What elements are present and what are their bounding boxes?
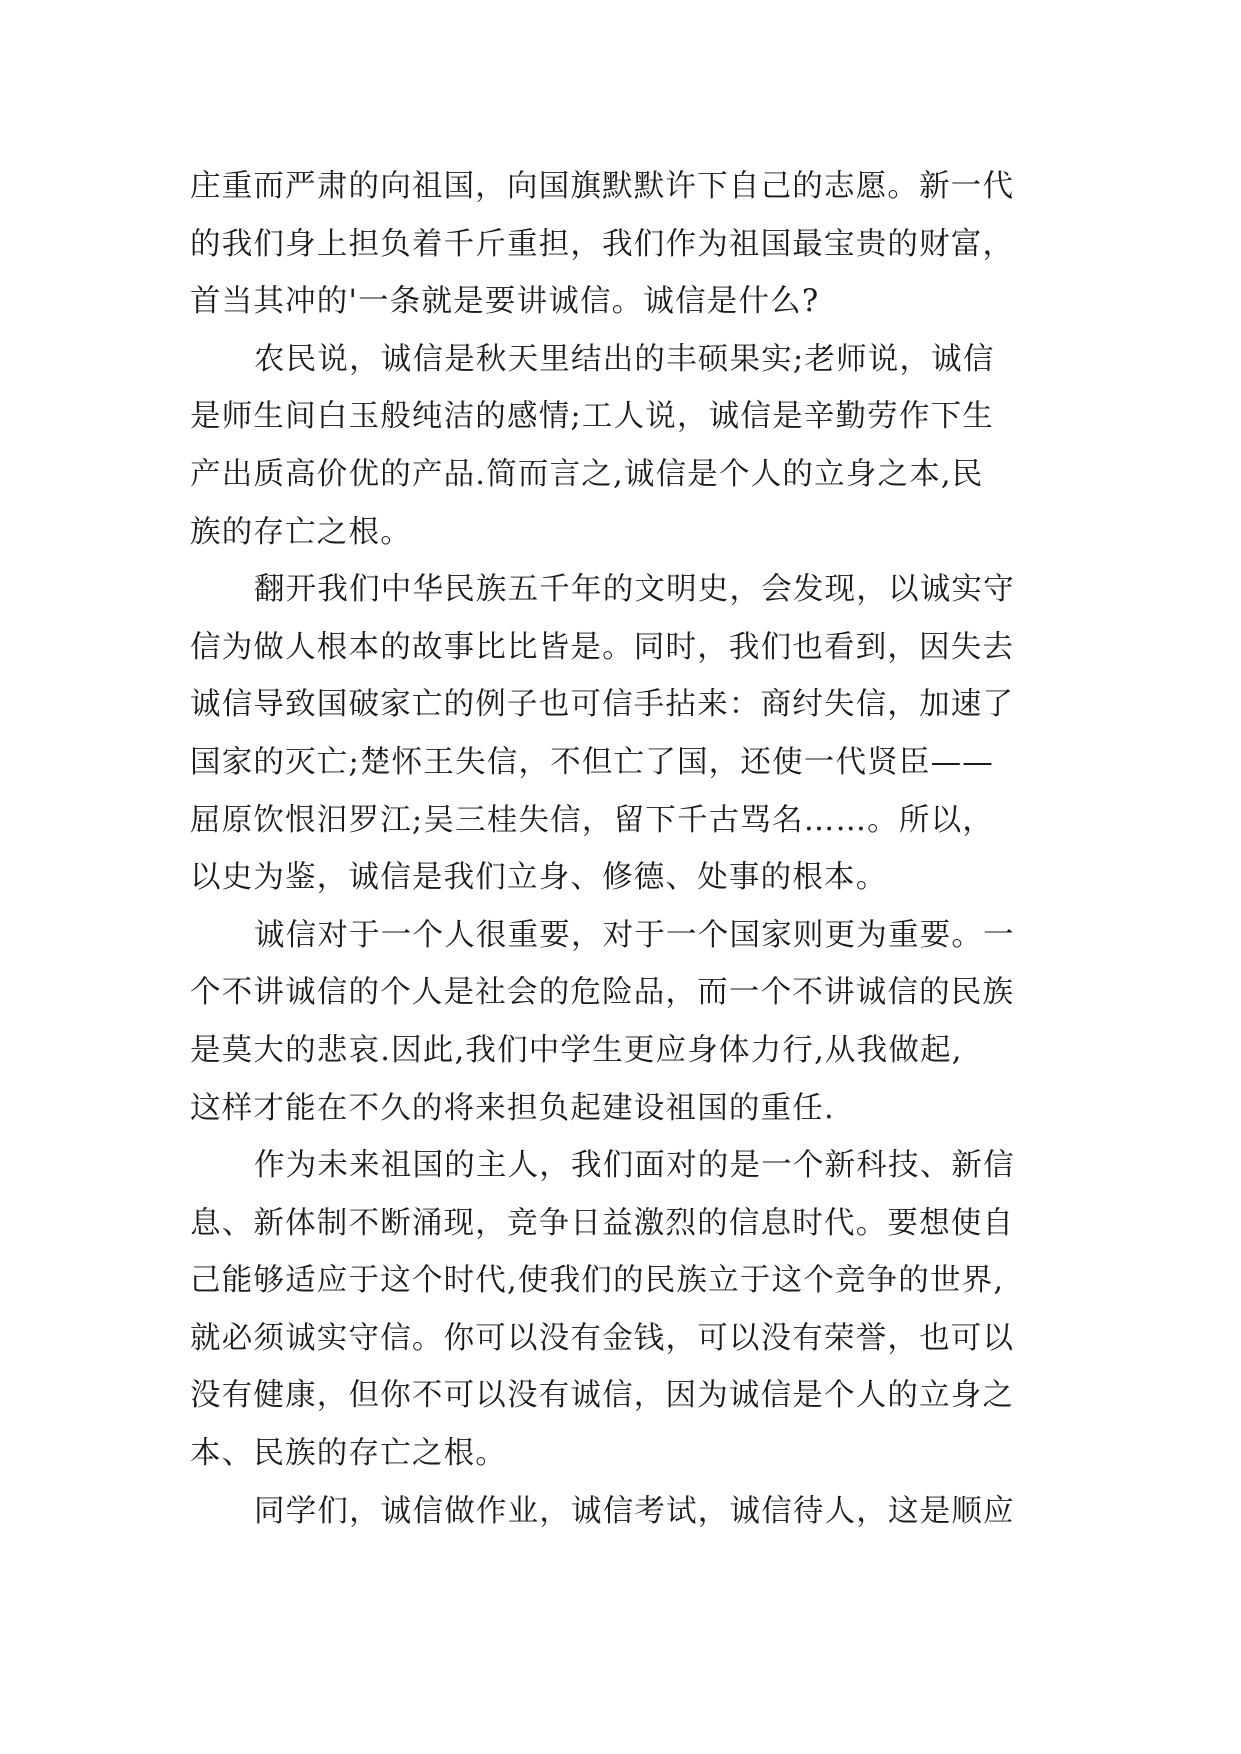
- text-line: 诚信对于一个人很重要，对于一个国家则更为重要。一: [254, 917, 1015, 953]
- text-line: 作为未来祖国的主人，我们面对的是一个新科技、新信: [254, 1148, 1015, 1184]
- text-line: 以史为鉴，诚信是我们立身、修德、处事的根本。: [190, 860, 888, 896]
- text-line: 没有健康，但你不可以没有诚信，因为诚信是个人的立身之: [190, 1378, 1015, 1414]
- text-line: 信为做人根本的故事比比皆是。同时，我们也看到，因失去: [190, 629, 1015, 665]
- text-line: 己能够适应于这个时代,使我们的民族立于这个竞争的世界,: [190, 1263, 1005, 1299]
- text-line: 屈原饮恨汨罗江;吴三桂失信，留下千古骂名……。所以，: [190, 802, 994, 838]
- text-line: 个不讲诚信的个人是社会的危险品，而一个不讲诚信的民族: [190, 975, 1015, 1011]
- text-line: 本、民族的存亡之根。: [190, 1436, 507, 1472]
- document-body-text: [190, 158, 1058, 1540]
- text-line: 同学们，诚信做作业，诚信考试，诚信待人，这是顺应: [254, 1493, 1015, 1529]
- text-line: 息、新体制不断涌现，竞争日益激烈的信息时代。要想使自: [190, 1205, 1015, 1241]
- text-line: 族的存亡之根。: [190, 514, 412, 550]
- text-line: 农民说，诚信是秋天里结出的丰硕果实;老师说，诚信: [254, 341, 995, 377]
- text-line: 首当其冲的'一条就是要讲诚信。诚信是什么?: [190, 284, 820, 320]
- text-line: 这样才能在不久的将来担负起建设祖国的重任.: [190, 1090, 835, 1126]
- text-line: 诚信导致国破家亡的例子也可信手拈来：商纣失信，加速了: [190, 687, 1015, 723]
- text-line: 的我们身上担负着千斤重担，我们作为祖国最宝贵的财富，: [190, 226, 1015, 262]
- text-line: 是莫大的悲哀.因此,我们中学生更应身体力行,从我做起,: [190, 1032, 963, 1068]
- text-line: 就必须诚实守信。你可以没有金钱，可以没有荣誉，也可以: [190, 1320, 1015, 1356]
- text-line: 国家的灭亡;楚怀王失信，不但亡了国，还使一代贤臣——: [190, 744, 994, 780]
- text-line: 翻开我们中华民族五千年的文明史，会发现，以诚实守: [254, 572, 1015, 608]
- text-line: 产出质高价优的产品.简而言之,诚信是个人的立身之本,民: [190, 456, 984, 492]
- text-line: 是师生间白玉般纯洁的感情;工人说，诚信是辛勤劳作下生: [190, 399, 994, 435]
- text-line: 庄重而严肃的向祖国，向国旗默默许下自己的志愿。新一代: [190, 169, 1015, 204]
